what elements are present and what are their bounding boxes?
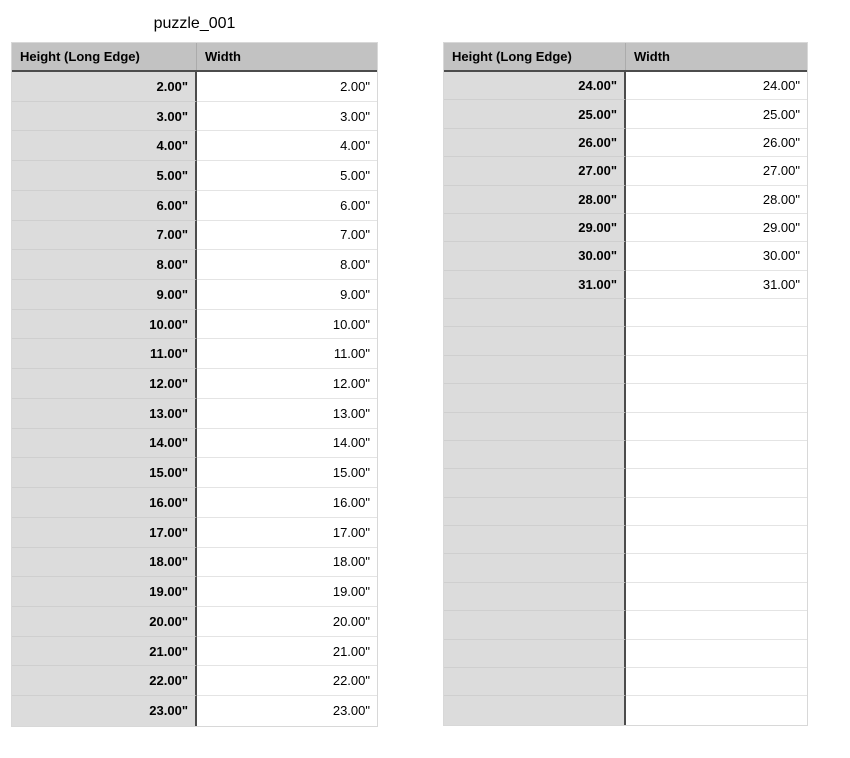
table-row bbox=[12, 191, 377, 221]
width-cell[interactable]: 17.00" bbox=[197, 518, 377, 548]
width-cell[interactable] bbox=[626, 413, 807, 441]
table-row bbox=[12, 102, 377, 132]
height-cell[interactable]: 13.00" bbox=[12, 399, 197, 429]
width-cell[interactable]: 28.00" bbox=[626, 186, 807, 214]
height-cell[interactable]: 6.00" bbox=[12, 191, 197, 221]
height-cell[interactable]: 16.00" bbox=[12, 488, 197, 518]
width-cell[interactable]: 8.00" bbox=[197, 250, 377, 280]
table-row-empty bbox=[444, 469, 807, 497]
height-cell[interactable] bbox=[444, 469, 626, 497]
height-cell[interactable]: 12.00" bbox=[12, 369, 197, 399]
table-row bbox=[444, 214, 807, 242]
width-cell[interactable]: 20.00" bbox=[197, 607, 377, 637]
table-row bbox=[12, 221, 377, 251]
height-cell[interactable] bbox=[444, 413, 626, 441]
width-cell[interactable]: 12.00" bbox=[197, 369, 377, 399]
table-row-empty bbox=[444, 498, 807, 526]
width-cell[interactable] bbox=[626, 554, 807, 582]
table-row-empty bbox=[444, 640, 807, 668]
table-row bbox=[12, 666, 377, 696]
height-cell[interactable]: 5.00" bbox=[12, 161, 197, 191]
table-row bbox=[12, 161, 377, 191]
table-body bbox=[444, 72, 807, 725]
size-table-secondary bbox=[443, 42, 808, 726]
width-cell[interactable]: 7.00" bbox=[197, 221, 377, 251]
width-cell[interactable] bbox=[626, 668, 807, 696]
height-cell[interactable]: 14.00" bbox=[12, 429, 197, 459]
height-cell[interactable] bbox=[444, 640, 626, 668]
width-cell[interactable]: 3.00" bbox=[197, 102, 377, 132]
column-header-height[interactable]: Height (Long Edge) bbox=[444, 43, 626, 70]
header-row bbox=[444, 43, 807, 72]
table-row-empty bbox=[444, 526, 807, 554]
width-cell[interactable]: 5.00" bbox=[197, 161, 377, 191]
height-cell[interactable]: 21.00" bbox=[12, 637, 197, 667]
height-cell[interactable]: 3.00" bbox=[12, 102, 197, 132]
table-row bbox=[444, 242, 807, 270]
table-row-empty bbox=[444, 441, 807, 469]
width-cell[interactable]: 30.00" bbox=[626, 242, 807, 270]
width-cell[interactable]: 15.00" bbox=[197, 458, 377, 488]
table-row bbox=[12, 696, 377, 726]
table-row-empty bbox=[444, 696, 807, 724]
width-cell[interactable]: 24.00" bbox=[626, 72, 807, 100]
table-row bbox=[444, 129, 807, 157]
table-row bbox=[12, 131, 377, 161]
width-cell[interactable]: 19.00" bbox=[197, 577, 377, 607]
table-row bbox=[12, 607, 377, 637]
height-cell[interactable]: 8.00" bbox=[12, 250, 197, 280]
height-cell[interactable]: 2.00" bbox=[12, 72, 197, 102]
width-cell[interactable] bbox=[626, 583, 807, 611]
table-row bbox=[12, 72, 377, 102]
height-cell[interactable] bbox=[444, 384, 626, 412]
table-row-empty bbox=[444, 611, 807, 639]
height-cell[interactable]: 15.00" bbox=[12, 458, 197, 488]
height-cell[interactable]: 17.00" bbox=[12, 518, 197, 548]
height-cell[interactable]: 4.00" bbox=[12, 131, 197, 161]
width-cell[interactable]: 31.00" bbox=[626, 271, 807, 299]
column-header-width[interactable]: Width bbox=[634, 49, 670, 64]
table-row bbox=[12, 280, 377, 310]
height-cell[interactable]: 18.00" bbox=[12, 548, 197, 578]
width-cell[interactable]: 21.00" bbox=[197, 637, 377, 667]
width-cell[interactable] bbox=[626, 696, 807, 724]
width-cell[interactable] bbox=[626, 384, 807, 412]
height-cell[interactable]: 10.00" bbox=[12, 310, 197, 340]
width-cell[interactable]: 16.00" bbox=[197, 488, 377, 518]
table-body bbox=[12, 72, 377, 726]
height-cell[interactable]: 11.00" bbox=[12, 339, 197, 369]
height-cell[interactable]: 19.00" bbox=[12, 577, 197, 607]
height-cell[interactable]: 31.00" bbox=[444, 271, 626, 299]
column-header-width[interactable]: Width bbox=[205, 49, 241, 64]
table-row bbox=[12, 339, 377, 369]
width-cell[interactable]: 9.00" bbox=[197, 280, 377, 310]
table-row-empty bbox=[444, 384, 807, 412]
height-cell[interactable] bbox=[444, 441, 626, 469]
table-row-empty bbox=[444, 668, 807, 696]
table-row-empty bbox=[444, 327, 807, 355]
height-cell[interactable]: 7.00" bbox=[12, 221, 197, 251]
height-cell[interactable] bbox=[444, 554, 626, 582]
table-row bbox=[12, 637, 377, 667]
width-cell[interactable] bbox=[626, 441, 807, 469]
width-cell[interactable]: 13.00" bbox=[197, 399, 377, 429]
width-cell[interactable] bbox=[626, 327, 807, 355]
table-row bbox=[12, 310, 377, 340]
width-cell[interactable] bbox=[626, 469, 807, 497]
width-cell[interactable] bbox=[626, 498, 807, 526]
width-cell[interactable] bbox=[626, 299, 807, 327]
height-cell[interactable] bbox=[444, 696, 626, 724]
width-cell[interactable]: 11.00" bbox=[197, 339, 377, 369]
table-row bbox=[444, 100, 807, 128]
table-row bbox=[12, 518, 377, 548]
table-row bbox=[12, 488, 377, 518]
sheet-title: puzzle_001 bbox=[153, 15, 236, 32]
table-row-empty bbox=[444, 413, 807, 441]
height-cell[interactable]: 26.00" bbox=[444, 129, 626, 157]
table-row bbox=[12, 429, 377, 459]
height-cell[interactable] bbox=[444, 498, 626, 526]
width-cell[interactable] bbox=[626, 611, 807, 639]
height-cell[interactable]: 9.00" bbox=[12, 280, 197, 310]
table-row bbox=[12, 399, 377, 429]
width-cell[interactable]: 26.00" bbox=[626, 129, 807, 157]
table-row bbox=[12, 250, 377, 280]
width-cell[interactable]: 4.00" bbox=[197, 131, 377, 161]
height-cell[interactable] bbox=[444, 526, 626, 554]
width-cell[interactable] bbox=[626, 356, 807, 384]
header-row bbox=[12, 43, 377, 72]
table-row bbox=[12, 458, 377, 488]
height-cell[interactable] bbox=[444, 668, 626, 696]
height-cell[interactable]: 20.00" bbox=[12, 607, 197, 637]
width-cell[interactable]: 25.00" bbox=[626, 100, 807, 128]
width-cell[interactable]: 23.00" bbox=[197, 696, 377, 726]
width-cell[interactable]: 29.00" bbox=[626, 214, 807, 242]
height-cell[interactable]: 24.00" bbox=[444, 72, 626, 100]
height-cell[interactable] bbox=[444, 299, 626, 327]
table-row bbox=[444, 72, 807, 100]
width-cell[interactable]: 27.00" bbox=[626, 157, 807, 185]
table-row-empty bbox=[444, 356, 807, 384]
width-cell[interactable]: 22.00" bbox=[197, 666, 377, 696]
table-row bbox=[12, 369, 377, 399]
height-cell[interactable] bbox=[444, 583, 626, 611]
width-cell[interactable] bbox=[626, 526, 807, 554]
table-row-empty bbox=[444, 554, 807, 582]
table-row-empty bbox=[444, 299, 807, 327]
table-row bbox=[12, 577, 377, 607]
table-row bbox=[12, 548, 377, 578]
size-table-primary bbox=[11, 42, 378, 727]
table-row bbox=[444, 186, 807, 214]
table-row bbox=[444, 271, 807, 299]
width-cell[interactable]: 6.00" bbox=[197, 191, 377, 221]
height-cell[interactable]: 30.00" bbox=[444, 242, 626, 270]
height-cell[interactable] bbox=[444, 356, 626, 384]
width-cell[interactable]: 14.00" bbox=[197, 429, 377, 459]
width-cell[interactable]: 18.00" bbox=[197, 548, 377, 578]
height-cell[interactable] bbox=[444, 611, 626, 639]
width-cell[interactable]: 2.00" bbox=[197, 72, 377, 102]
height-cell[interactable]: 25.00" bbox=[444, 100, 626, 128]
height-cell[interactable]: 27.00" bbox=[444, 157, 626, 185]
column-header-height[interactable]: Height (Long Edge) bbox=[12, 43, 197, 70]
height-cell[interactable] bbox=[444, 327, 626, 355]
width-cell[interactable]: 10.00" bbox=[197, 310, 377, 340]
table-row bbox=[444, 157, 807, 185]
height-cell[interactable]: 28.00" bbox=[444, 186, 626, 214]
height-cell[interactable]: 23.00" bbox=[12, 696, 197, 726]
height-cell[interactable]: 29.00" bbox=[444, 214, 626, 242]
width-cell[interactable] bbox=[626, 640, 807, 668]
height-cell[interactable]: 22.00" bbox=[12, 666, 197, 696]
table-row-empty bbox=[444, 583, 807, 611]
